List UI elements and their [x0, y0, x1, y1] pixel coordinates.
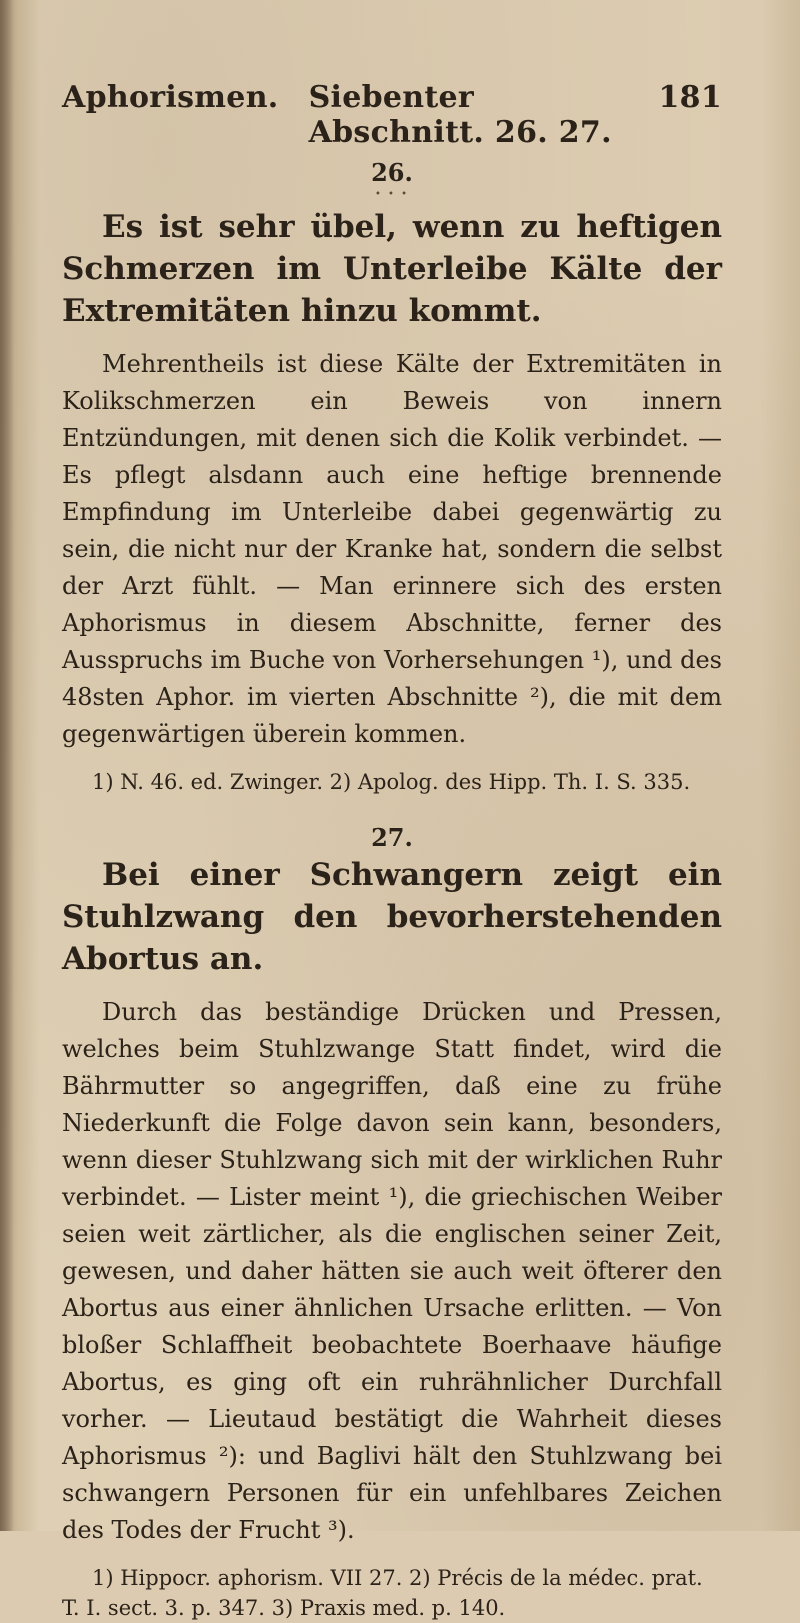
- commentary-26: Mehrentheils ist diese Kälte der Extremitäten in Kolikschmerzen ein Beweis von innern Entzündungen, mit denen sich die Kolik verbindet. — Es pflegt alsdann auch eine heftige brennende Empfindung im Unterleibe dabei gegenwärtig zu sein, die nicht nur der Kranke hat, sondern die selbst der Arzt fühlt. — Man erinnere sich des ersten Aphorismus in diesem Abschnitte, ferner des Ausspruchs im Buche von Vorhersehungen ¹), und des 48sten Aphor. im vierten Abschnitte ²), die mit dem gegenwärtigen überein kommen.: [62, 350, 722, 748]
- footnote-26: 1) N. 46. ed. Zwinger. 2) Apolog. des Hipp. Th. I. S. 335.: [92, 770, 691, 794]
- section-number-26: 26.: [371, 158, 413, 187]
- commentary-27: Durch das beständige Drücken und Pressen, welches beim Stuhlzwange Statt findet, wird die Bährmutter so angegriffen, daß eine zu frühe Niederkunft die Folge davon sein kann, besonders, wenn dieser Stuhlzwang sich mit der wirklichen Ruhr verbindet. — Lister meint ¹), die griechischen Weiber seien weit zärtlicher, als die englischen seiner Zeit, gewesen, und daher hätten sie auch weit öfterer den Abortus aus einer ähnlichen Ursache erlitten. — Von bloßer Schlaffheit beobachtete Boerhaave häufige Abortus, es ging oft ein ruhrähnlicher Durchfall vorher. — Lieutaud bestätigt die Wahrheit dieses Aphorismus ²): und Baglivi hält den Stuhlzwang bei schwangern Personen für ein unfehlbares Zeichen des Todes der Frucht ³).: [62, 998, 722, 1544]
- ornament: • • •: [374, 189, 410, 200]
- running-head-title: Aphorismen.: [62, 80, 279, 115]
- aphorism-26: Es ist sehr übel, wenn zu heftigen Schmerzen im Unterleibe Kälte der Extremitäten hinzu kommt.: [62, 209, 722, 329]
- footnote-27: 1) Hippocr. aphorism. VII 27. 2) Précis de la médec. prat. T. I. sect. 3. p. 347. 3) Praxis med. p. 140.: [62, 1566, 703, 1620]
- running-head-section: Siebenter Abschnitt. 26. 27.: [308, 80, 612, 150]
- page-number: 181: [658, 80, 722, 115]
- spacer: [62, 797, 722, 815]
- section-number-27: 27.: [371, 823, 413, 852]
- text-block: [62, 80, 722, 1623]
- binding-shadow: [0, 0, 14, 1531]
- aphorism-27: Bei einer Schwangern zeigt ein Stuhlzwang den bevorherstehenden Abortus an.: [62, 857, 722, 977]
- running-head: [62, 80, 722, 150]
